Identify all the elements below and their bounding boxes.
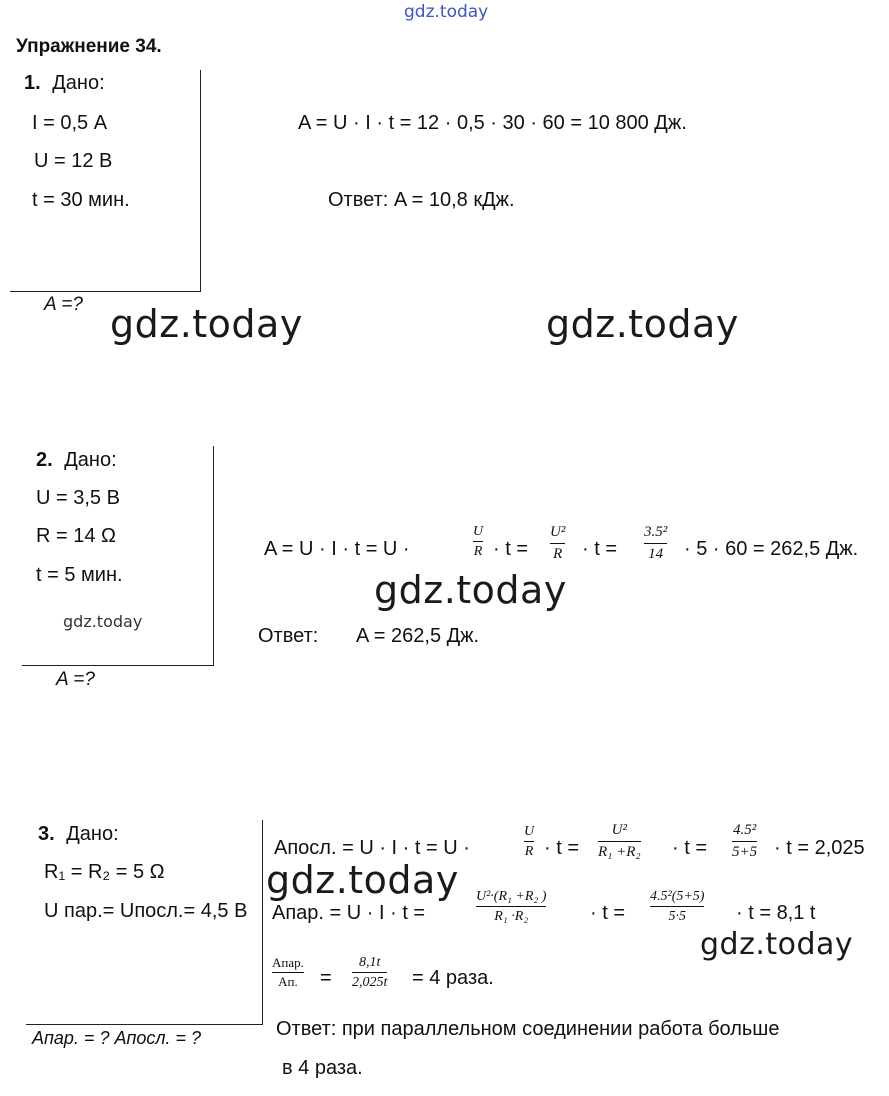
p3-line1-mid1: · t = — [544, 837, 580, 859]
p2-f3-bar — [644, 543, 667, 544]
p2-f2-den: R — [553, 545, 563, 562]
p3-l1f3-den: 5+5 — [732, 843, 758, 860]
p2-fraction-u2-over-r — [550, 524, 565, 562]
p3-answer-line1: Ответ: при параллельном соединении работа больше — [276, 1018, 780, 1040]
p2-f1-bar — [473, 541, 483, 542]
p3-find: Aпар. = ? Aпосл. = ? — [32, 1028, 202, 1048]
p2-f3-num: 3.5² — [644, 524, 668, 540]
p3-ratio-bar — [272, 972, 304, 973]
watermark-4: gdz.today — [266, 858, 459, 902]
p1-given-current: I = 0,5 А — [32, 112, 108, 134]
p3-l2f1-num: U²·(R₁ +R₂ ) — [476, 889, 547, 904]
p3-ratio2-fraction — [352, 955, 387, 991]
p3-ratio2-den: 2,025t — [352, 975, 388, 991]
p3-line1-mid2: · t = — [672, 837, 708, 859]
p3-number: 3. — [38, 823, 55, 845]
p3-l1f2-bar — [598, 841, 641, 842]
p3-given-resistance: R₁ = R₂ = 5 Ω — [44, 861, 165, 883]
p1-number: 1. — [24, 72, 41, 94]
p1-answer: Ответ: A = 10,8 кДж. — [328, 189, 515, 211]
p2-fraction-numeric — [644, 524, 667, 562]
p3-l1f1-den: R — [524, 844, 534, 860]
p2-find: A =? — [56, 669, 95, 690]
watermark-2: gdz.today — [546, 302, 739, 346]
p3-l1f3-num: 4.5² — [732, 822, 757, 838]
p2-solution-mid1: · t = — [493, 538, 529, 560]
p3-l2f2-bar — [650, 906, 704, 907]
p3-ratio2-bar — [352, 972, 387, 973]
p3-line1-frac-numeric — [732, 822, 757, 860]
p3-l1f3-bar — [732, 841, 757, 842]
p2-given-time: t = 5 мин. — [36, 564, 123, 586]
p3-header — [38, 823, 119, 846]
p2-horizontal-divider — [22, 665, 214, 666]
p3-line1-frac-u-over-r — [524, 824, 534, 860]
p1-horizontal-divider — [10, 291, 201, 292]
p3-l1f1-num: U — [524, 824, 535, 839]
p2-answer-label: Ответ: — [258, 625, 319, 647]
p3-ratio-den: Aп. — [278, 974, 298, 990]
p2-f1-num: U — [473, 524, 484, 539]
p2-number: 2. — [36, 449, 53, 471]
p2-f3-den: 14 — [648, 545, 664, 562]
p1-given-voltage: U = 12 В — [34, 150, 113, 172]
p2-answer-value: A = 262,5 Дж. — [356, 625, 480, 647]
watermark-1: gdz.today — [110, 302, 303, 346]
p3-l1f2-num: U² — [611, 822, 627, 838]
p1-given-label: Дано: — [52, 72, 105, 94]
p3-l2f1-den: R₁ ·R₂ — [494, 909, 529, 925]
watermark-3: gdz.today — [374, 568, 567, 612]
watermark-top: gdz.today — [404, 2, 489, 22]
p3-ratio-fraction — [272, 956, 304, 990]
watermark-5: gdz.today — [700, 927, 854, 962]
p2-given-resistance: R = 14 Ω — [36, 525, 116, 547]
p2-vertical-divider — [213, 446, 214, 666]
p3-line2-frac-numeric — [650, 889, 704, 925]
p3-vertical-divider — [262, 820, 263, 1025]
p3-horizontal-divider — [26, 1024, 263, 1025]
p3-line1-frac-u2 — [598, 822, 641, 860]
p1-given-time: t = 30 мин. — [32, 189, 130, 211]
p3-ratio-end: = 4 раза. — [412, 967, 494, 989]
p2-f1-den: R — [473, 544, 483, 560]
p3-given-label: Дано: — [66, 823, 119, 845]
p3-l1f2-den: R₁ +R₂ — [598, 843, 641, 860]
p2-fraction-u-over-r — [473, 524, 483, 560]
p3-l2f2-den: 5·5 — [668, 909, 686, 925]
p1-find: A =? — [44, 294, 83, 315]
p1-vertical-divider — [200, 70, 201, 292]
watermark-small: gdz.today — [63, 612, 143, 631]
p2-given-voltage: U = 3,5 В — [36, 487, 120, 509]
p3-line2-frac-symbolic — [476, 889, 546, 925]
p3-l2f1-bar — [476, 906, 546, 907]
p3-ratio-num: Aпар. — [272, 955, 304, 970]
p3-ratio-equals: = — [320, 967, 332, 989]
p2-f2-bar — [550, 543, 565, 544]
p3-line2-mid: · t = — [590, 902, 626, 924]
p2-given-label: Дано: — [64, 449, 117, 471]
p3-line1-start: Aпосл. = U · I · t = U · — [274, 837, 470, 859]
p2-solution-end: · 5 · 60 = 262,5 Дж. — [684, 538, 859, 560]
p1-header — [24, 72, 105, 95]
page-title: Упражнение 34. — [16, 36, 162, 57]
p1-solution: A = U · I · t = 12 · 0,5 · 30 · 60 = 10 800 Дж. — [298, 112, 687, 134]
p3-line2-end: · t = 8,1 t — [736, 902, 816, 924]
p2-solution-mid2: · t = — [582, 538, 618, 560]
p3-line2-start: Aпар. = U · I · t = — [272, 902, 426, 924]
p3-l1f1-bar — [524, 841, 534, 842]
p3-ratio2-num: 8,1t — [359, 955, 381, 970]
p3-given-voltage: U пар.= Uпосл.= 4,5 В — [44, 900, 248, 922]
p3-answer-line2: в 4 раза. — [282, 1057, 363, 1079]
p3-l2f2-num: 4.5²(5+5) — [650, 889, 705, 904]
p2-header — [36, 449, 117, 472]
p2-solution-start: A = U · I · t = U · — [264, 538, 410, 560]
p2-f2-num: U² — [550, 524, 566, 540]
p3-line1-end: · t = 2,025 — [774, 837, 865, 859]
